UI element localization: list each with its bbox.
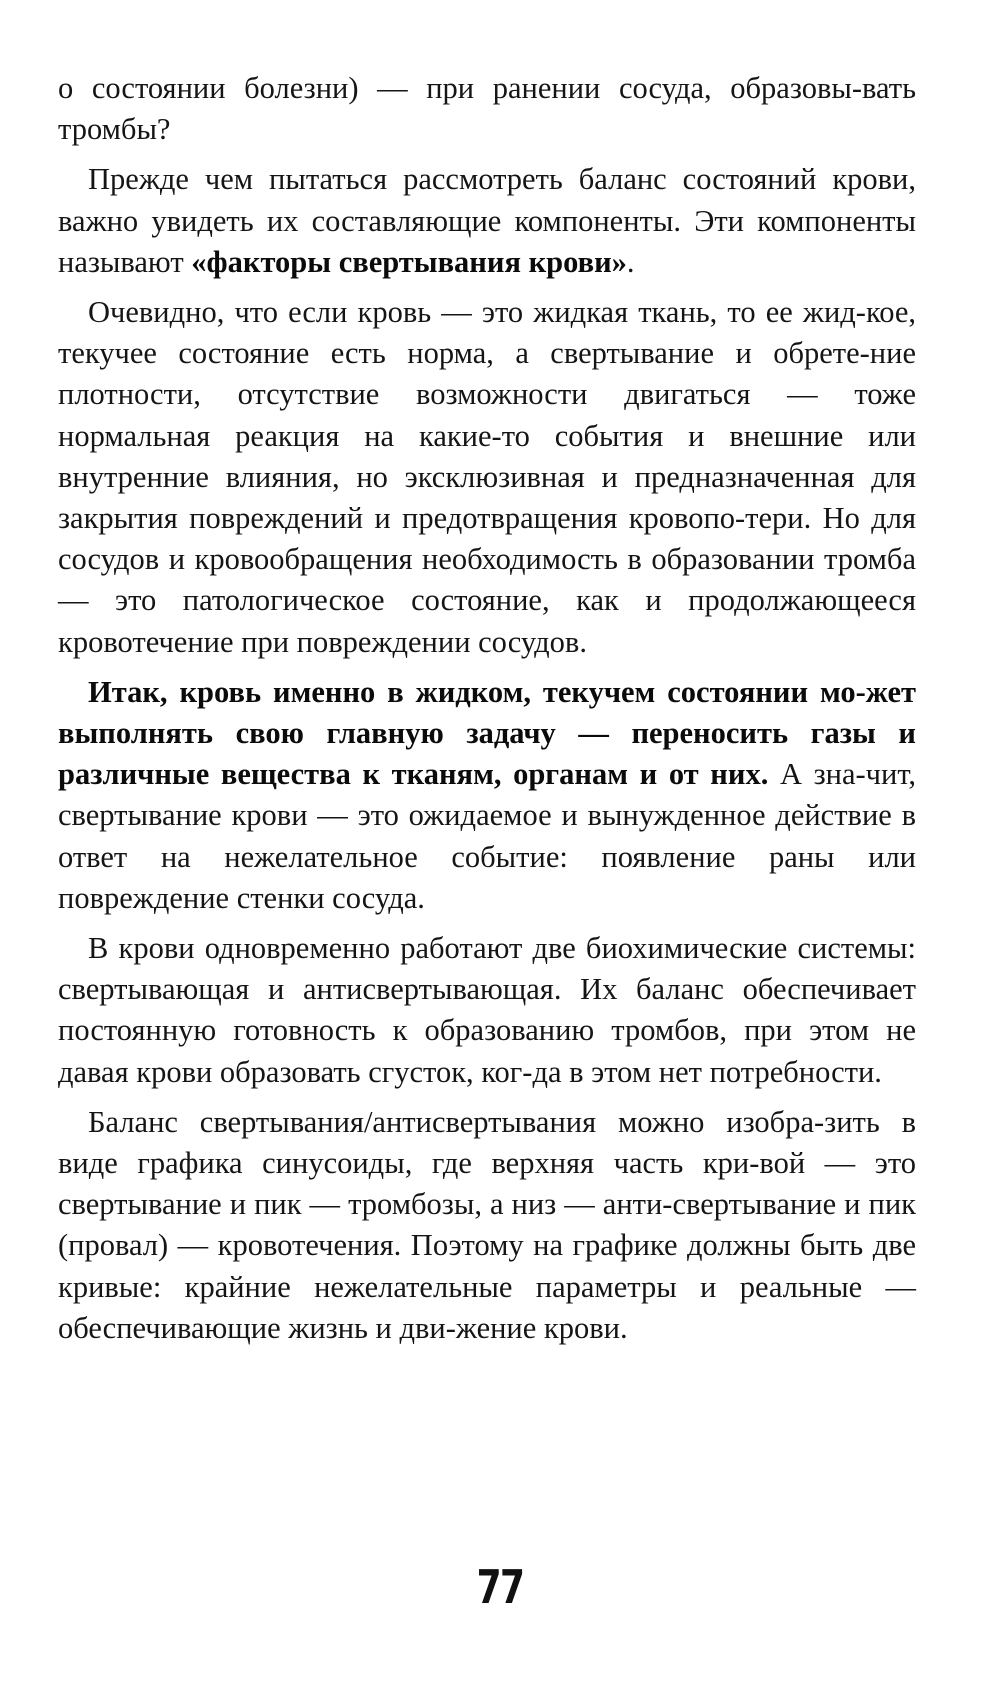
paragraph-2-text: Прежде чем пытаться рассмотреть баланс состояний крови, важно увидеть их составляющие компоненты. Эти компоненты называют bbox=[58, 162, 916, 279]
paragraph-1 bbox=[58, 68, 916, 150]
paragraph-2-term: «факторы свертывания крови» bbox=[191, 244, 627, 279]
paragraph-1-text: о состоянии болезни) — при ранении сосуда, образовы-вать тромбы? bbox=[58, 71, 916, 147]
paragraph-4-bold-text: Итак, кровь именно в жидком, текучем состоянии мо-жет выполнять свою главную задачу — переносить газы и различные вещества к тканям, органам и от них. bbox=[58, 674, 916, 792]
paragraph-5-text: В крови одновременно работают две биохимические системы: свертывающая и антисвертывающая. Их баланс обеспечивает постоянную готовность к образованию тромбов, при этом не давая крови образовать сгусток, ког-да в этом нет потребности. bbox=[58, 931, 916, 1089]
paragraph-6-text: Баланс свертывания/антисвертывания можно изобра-зить в виде графика синусоиды, где верхняя часть кри-вой — это свертывание и пик — тромбозы, а низ — анти-свертывание и пик (провал) — кровотечения. Поэтому на графике должны быть две кривые: крайние нежелательные параметры и реальные — обеспечивающие жизнь и дви-жение крови. bbox=[58, 1104, 916, 1345]
paragraph-6 bbox=[58, 1102, 916, 1349]
paragraph-2 bbox=[58, 159, 916, 283]
body-text bbox=[58, 68, 916, 1358]
page-number: 77 bbox=[476, 1560, 524, 1614]
paragraph-4 bbox=[58, 672, 916, 919]
paragraph-2-end: . bbox=[626, 244, 635, 279]
paragraph-4-text: А зна-чит, свертывание крови — это ожидаемое и вынужденное действие в ответ на нежелательное событие: появление раны или повреждение стенки сосуда. bbox=[58, 757, 916, 915]
paragraph-3-text: Очевидно, что если кровь — это жидкая ткань, то ее жид-кое, текучее состояние есть норма, а свертывание и обрете-ние плотности, отсутствие возможности двигаться — тоже нормальная реакция на какие-то события и внешние или внутренние влияния, но эксклюзивная и предназначенная для закрытия повреждений и предотвращения кровопо-тери. Но для сосудов и кровообращения необходимость в образовании тромба — это патологическое состояние, как и продолжающееся кровотечение при повреждении сосудов. bbox=[58, 295, 916, 659]
paragraph-3 bbox=[58, 292, 916, 663]
paragraph-5 bbox=[58, 928, 916, 1093]
